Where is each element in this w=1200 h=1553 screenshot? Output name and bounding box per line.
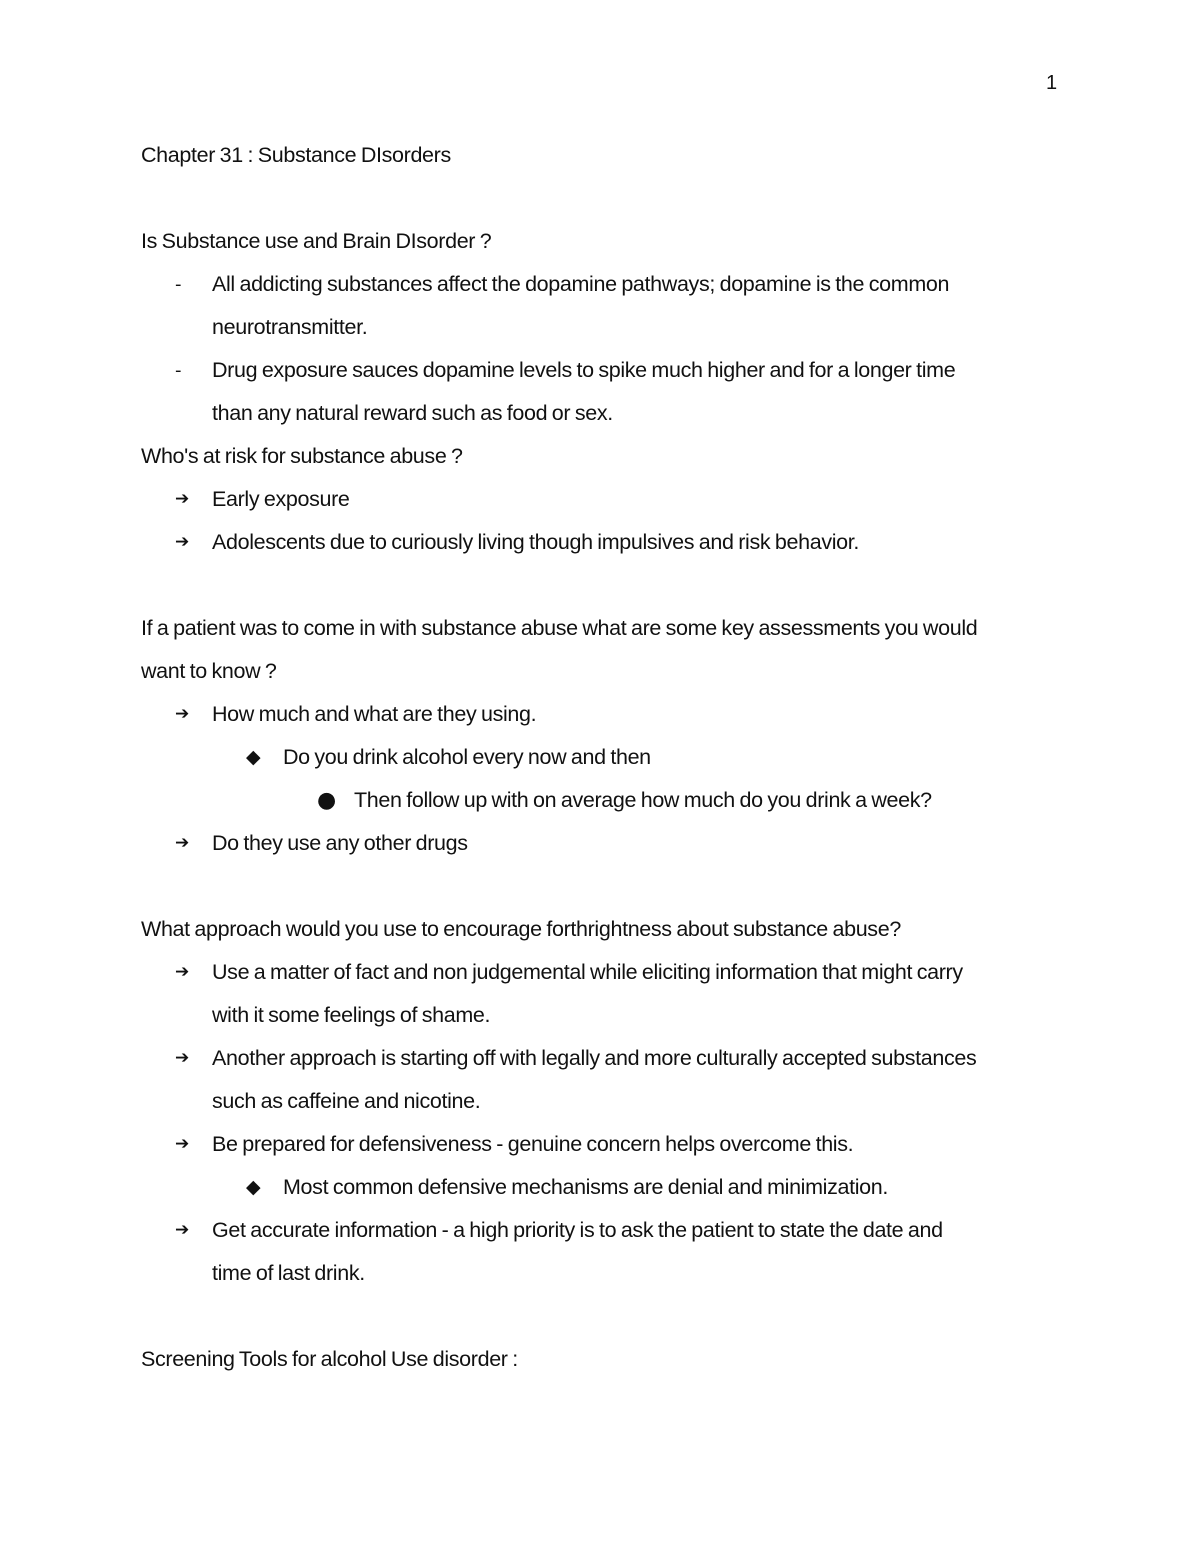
sub-list-item: [141, 1166, 1061, 1209]
arrow-bullet-icon: ➔: [175, 704, 189, 724]
section-heading-risk: Who's at risk for substance abuse ?: [141, 444, 463, 468]
list-item: [141, 521, 1061, 564]
section-heading-brain-disorder: Is Substance use and Brain DIsorder ?: [141, 229, 492, 253]
diamond-bullet-icon: ◆: [246, 1176, 261, 1198]
arrow-bullet-icon: ➔: [175, 489, 189, 509]
blank-line: [141, 177, 1061, 220]
section-heading-assessments: If a patient was to come in with substance abuse what are some key assessments you would: [141, 616, 978, 640]
list-item: [141, 263, 1061, 349]
page-number: 1: [1046, 72, 1058, 94]
list-item-text: Use a matter of fact and non judgemental while eliciting information that might carry: [212, 960, 963, 984]
arrow-bullet-icon: ➔: [175, 532, 189, 552]
list-item-text: Be prepared for defensiveness - genuine concern helps overcome this.: [212, 1132, 854, 1156]
list-item: [141, 349, 1061, 435]
list-item-text: Do they use any other drugs: [212, 831, 468, 855]
list-item-text: Early exposure: [212, 487, 350, 511]
list-item: [141, 1209, 1061, 1295]
list-item: [141, 822, 1061, 865]
sub-sub-list-item-text: Then follow up with on average how much do you drink a week?: [354, 788, 932, 812]
list-item-text-continued: with it some feelings of shame.: [212, 1003, 491, 1027]
list-item-text: Another approach is starting off with legally and more culturally accepted substances: [212, 1046, 977, 1070]
sub-list-item: [141, 736, 1061, 779]
list-item: [141, 1037, 1061, 1123]
list-item-text: All addicting substances affect the dopamine pathways; dopamine is the common: [212, 272, 950, 296]
dash-bullet-icon: -: [175, 274, 182, 295]
list-item-text-continued: such as caffeine and nicotine.: [212, 1089, 481, 1113]
list-item-text: How much and what are they using.: [212, 702, 537, 726]
diamond-bullet-icon: ◆: [246, 746, 261, 768]
list-item-text-continued: neurotransmitter.: [212, 315, 368, 339]
sub-sub-list-item: [141, 779, 1061, 822]
dash-bullet-icon: -: [175, 360, 182, 381]
list-item-text: Adolescents due to curiously living though impulsives and risk behavior.: [212, 530, 860, 554]
sub-list-item-text: Do you drink alcohol every now and then: [283, 745, 651, 769]
list-item-text-continued: than any natural reward such as food or sex.: [212, 401, 613, 425]
list-item: [141, 478, 1061, 521]
list-item: [141, 1123, 1061, 1166]
list-item-text: Drug exposure sauces dopamine levels to spike much higher and for a longer time: [212, 358, 956, 382]
chapter-title: Chapter 31 : Substance DIsorders: [141, 143, 451, 167]
list-item: [141, 951, 1061, 1037]
section-heading-screening-tools: Screening Tools for alcohol Use disorder :: [141, 1347, 518, 1371]
arrow-bullet-icon: ➔: [175, 833, 189, 853]
list-item-text: Get accurate information - a high priority is to ask the patient to state the date and: [212, 1218, 943, 1242]
arrow-bullet-icon: ➔: [175, 1134, 189, 1154]
arrow-bullet-icon: ➔: [175, 962, 189, 982]
arrow-bullet-icon: ➔: [175, 1048, 189, 1068]
disc-bullet-icon: ●: [317, 788, 336, 813]
blank-line: [141, 1295, 1061, 1338]
document-body: [141, 134, 1061, 1381]
sub-list-item-text: Most common defensive mechanisms are denial and minimization.: [283, 1175, 888, 1199]
list-item: [141, 693, 1061, 736]
blank-line: [141, 564, 1061, 607]
section-heading-approach: What approach would you use to encourage forthrightness about substance abuse?: [141, 917, 901, 941]
list-item-text-continued: time of last drink.: [212, 1261, 365, 1285]
blank-line: [141, 865, 1061, 908]
arrow-bullet-icon: ➔: [175, 1220, 189, 1240]
section-heading-assessments-continued: want to know ?: [141, 659, 277, 683]
